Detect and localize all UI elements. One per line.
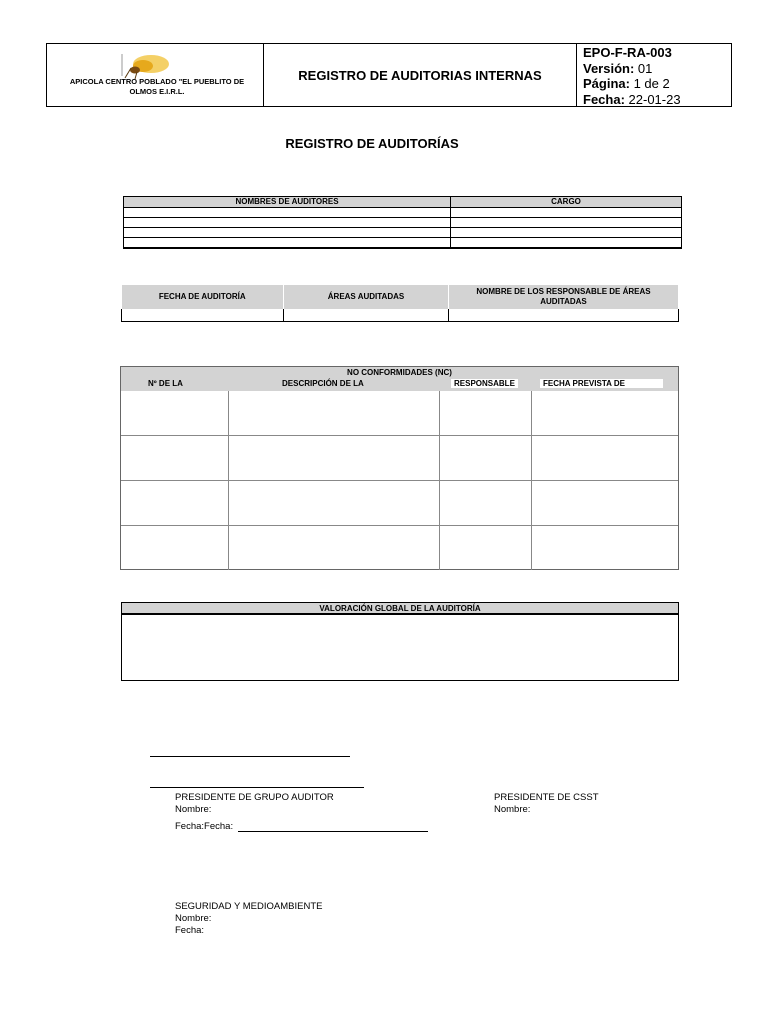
safety-name-label: Nombre:	[175, 913, 212, 924]
document-meta	[577, 44, 731, 106]
area-responsible-header: NOMBRE DE LOS RESPONSABLE DE ÁREAS AUDITADAS	[449, 285, 679, 309]
safety-signature	[175, 901, 322, 937]
document-header	[46, 43, 732, 107]
group-president-label: PRESIDENTE DE GRUPO AUDITOR	[175, 792, 334, 803]
nonconformities-table	[120, 366, 679, 570]
safety-label: SEGURIDAD Y MEDIOAMBIENTE	[175, 901, 323, 912]
nc-responsible-header: RESPONSABLE	[451, 379, 518, 388]
table-row	[124, 238, 682, 248]
auditor-role-cell[interactable]	[451, 238, 682, 248]
auditor-name-cell[interactable]	[124, 208, 451, 218]
version-label: Versión:	[583, 60, 635, 76]
table-row	[122, 309, 679, 321]
audited-areas-header: ÁREAS AUDITADAS	[284, 285, 449, 309]
audit-date-header: FECHA DE AUDITORÍA	[122, 285, 284, 309]
form-title: REGISTRO DE AUDITORIAS INTERNAS	[264, 44, 577, 106]
auditors-role-header: CARGO	[451, 197, 682, 208]
auditor-role-cell[interactable]	[451, 218, 682, 228]
nc-number-header: Nº DE LA	[148, 379, 183, 388]
nonconformities-grid[interactable]	[121, 391, 678, 570]
auditor-name-cell[interactable]	[124, 218, 451, 228]
group-president-signature	[175, 792, 334, 816]
global-valuation-title: VALORACIÓN GLOBAL DE LA AUDITORÍA	[122, 603, 678, 615]
auditor-role-cell[interactable]	[451, 208, 682, 218]
document-code: EPO-F-RA-003	[583, 45, 672, 60]
global-valuation-field[interactable]	[122, 615, 678, 679]
company-logo-cell	[47, 44, 264, 106]
date-line-label: Fecha:Fecha:	[175, 821, 234, 832]
signature-line	[150, 787, 364, 788]
auditor-name-cell[interactable]	[124, 228, 451, 238]
auditors-name-header: NOMBRES DE AUDITORES	[124, 197, 451, 208]
csst-president-signature	[494, 792, 599, 816]
group-president-name-label: Nombre:	[175, 804, 212, 815]
nonconformities-header	[121, 367, 678, 391]
version-line	[583, 61, 725, 77]
table-row	[124, 208, 682, 218]
signature-line	[150, 756, 350, 757]
page-value: 1 de 2	[633, 76, 670, 91]
auditor-role-cell[interactable]	[451, 228, 682, 238]
page-line	[583, 76, 725, 92]
csst-president-label: PRESIDENTE DE CSST	[494, 792, 599, 803]
audited-areas-cell[interactable]	[284, 309, 449, 321]
date-line	[583, 92, 725, 108]
nc-due-date-header: FECHA PREVISTA DE	[540, 379, 663, 388]
document-title: REGISTRO DE AUDITORÍAS	[285, 136, 459, 151]
auditor-name-cell[interactable]	[124, 238, 451, 248]
area-responsible-cell[interactable]	[449, 309, 679, 321]
audit-info-table	[121, 285, 679, 322]
auditors-table	[123, 196, 682, 249]
table-row	[124, 228, 682, 238]
table-row	[124, 218, 682, 228]
date-label: Fecha:	[583, 91, 625, 107]
page-label: Página:	[583, 76, 630, 91]
company-name: APICOLA CENTRO POBLADO "EL PUEBLITO DE OLMOS E.I.R.L.	[69, 77, 245, 96]
safety-date-label: Fecha:	[175, 925, 205, 936]
date-value: 22-01-23	[628, 91, 681, 107]
date-signature-line	[238, 831, 428, 832]
audit-date-cell[interactable]	[122, 309, 284, 321]
csst-president-name-label: Nombre:	[494, 804, 531, 815]
version-value: 01	[637, 60, 653, 76]
nonconformities-caption: NO CONFORMIDADES (NC)	[347, 368, 452, 377]
global-valuation-box	[121, 602, 679, 681]
nc-description-header: DESCRIPCIÓN DE LA	[282, 379, 364, 388]
